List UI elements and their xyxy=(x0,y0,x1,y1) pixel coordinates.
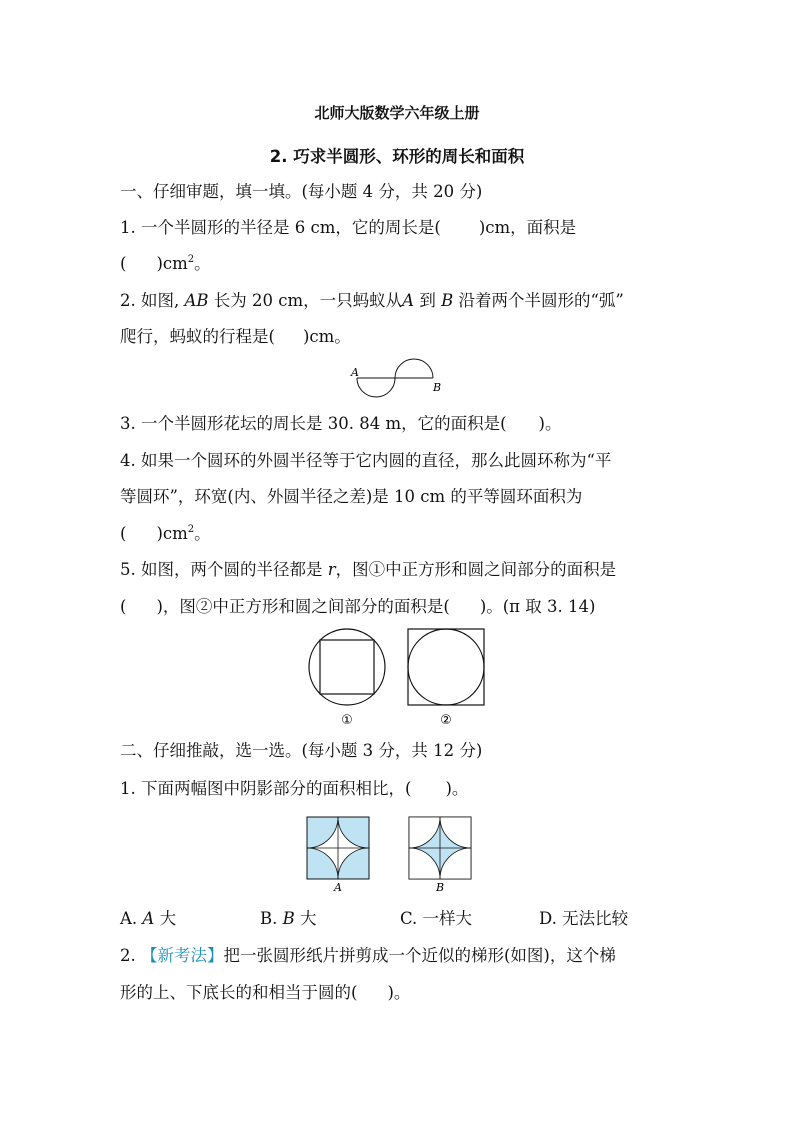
q2-line2-b: )cm。 xyxy=(302,327,351,346)
q1-text-c: ( xyxy=(120,254,127,273)
p2q1-text-a: 1. 下面两幅图中阴影部分的面积相比，( xyxy=(120,779,412,798)
q5-line1 xyxy=(120,562,616,579)
fig-b-outer-square xyxy=(409,817,471,879)
p2q2-line2-b: )。 xyxy=(387,983,411,1002)
q2-line2 xyxy=(120,329,351,346)
p2q2-text-b: 把一张圆形纸片拼剪成一个近似的梯形(如图)，这个梯 xyxy=(223,946,616,965)
q2-lower-semicircle xyxy=(357,378,395,397)
q1-line1 xyxy=(120,220,576,237)
fig-b-corner-tr xyxy=(440,817,471,848)
p2q2-line2-a: 形的上、下底长的和相当于圆的( xyxy=(120,983,358,1002)
q5-fig2-label: ② xyxy=(440,713,452,728)
q5-figure-2 xyxy=(408,629,484,705)
q2-fig-label-b: B xyxy=(433,381,442,394)
q3-line xyxy=(120,416,561,433)
option-a-text: 大 xyxy=(154,909,177,928)
q5-text-a: 5. 如图，两个圆的半径都是 xyxy=(120,560,328,579)
part1-heading: 一、仔细审题，填一填。(每小题 4 分，共 20 分) xyxy=(120,182,483,201)
q5-fig2-circle xyxy=(408,629,484,705)
q5-var-r: r xyxy=(327,560,336,579)
option-a-var: A xyxy=(142,909,155,928)
q3-text-b: )。 xyxy=(538,414,562,433)
q1-text-d: )cm xyxy=(156,254,188,273)
q1-text-e: 。 xyxy=(194,254,211,273)
fig-b-corner-bl xyxy=(409,848,440,879)
q5-fig1-label: ① xyxy=(341,713,353,728)
fig-b-corner-tl xyxy=(409,817,440,848)
q3-text-a: 3. 一个半圆形花坛的周长是 30. 84 m，它的面积是( xyxy=(120,414,507,433)
option-a-prefix: A. xyxy=(120,909,143,928)
option-b[interactable] xyxy=(260,911,317,928)
option-b-var: B xyxy=(282,909,295,928)
q1-text-b: )cm，面积是 xyxy=(478,218,577,237)
q5-text-d: )，图②中正方形和圆之间部分的面积是( xyxy=(156,597,450,616)
q1-text-a: 1. 一个半圆形的半径是 6 cm，它的周长是( xyxy=(120,218,441,237)
part2-heading: 二、仔细推敲，选一选。(每小题 3 分，共 12 分) xyxy=(120,741,483,760)
option-b-text: 大 xyxy=(294,909,317,928)
fig-a-outer-square xyxy=(307,817,369,879)
fig-a-shade-bl xyxy=(307,848,338,879)
p2q1-line xyxy=(120,781,468,798)
q5-fig1-square xyxy=(320,640,374,694)
q5-figure-1 xyxy=(309,629,385,705)
q4-text-e: 。 xyxy=(194,524,211,543)
option-d[interactable]: D. 无法比较 xyxy=(539,909,629,928)
q1-line2 xyxy=(120,256,211,273)
option-c[interactable]: C. 一样大 xyxy=(400,909,473,928)
q4-sup: 2 xyxy=(187,524,195,535)
p2q2-line1 xyxy=(120,948,616,965)
q5-text-c: ( xyxy=(120,597,127,616)
q4-text-c: ( xyxy=(120,524,127,543)
q4-line1: 4. 如果一个圆环的外圆半径等于它内圆的直径，那么此圆环称为“平 xyxy=(120,451,612,470)
p2q1-text-b: )。 xyxy=(445,779,469,798)
q1-sup: 2 xyxy=(187,254,195,265)
fig-a-shade-br xyxy=(338,848,369,879)
p2q1-figure-a xyxy=(307,817,369,879)
q4-line3 xyxy=(120,526,211,543)
q4-text-d: )cm xyxy=(156,524,188,543)
fig-a-shade-tr xyxy=(338,817,369,848)
q2-var-ab: AB xyxy=(184,291,209,310)
section-title: 2. 巧求半圆形、环形的周长和面积 xyxy=(269,147,525,166)
q5-line2 xyxy=(120,599,595,616)
q2-text-d: 沿着两个半圆形的“弧” xyxy=(453,291,624,310)
q2-upper-semicircle xyxy=(395,359,433,378)
option-a[interactable] xyxy=(120,911,176,928)
q2-fig-label-a: A xyxy=(351,366,359,379)
fig-b-label: B xyxy=(435,881,445,894)
fig-a-label: A xyxy=(334,881,342,894)
q5-text-e: )。(π 取 3. 14) xyxy=(479,597,596,616)
q5-text-b: ，图①中正方形和圆之间部分的面积是 xyxy=(335,560,617,579)
fig-a-shade-tl xyxy=(307,817,338,848)
option-b-prefix: B. xyxy=(260,909,283,928)
q2-text-a: 2. 如图, xyxy=(120,291,185,310)
p2q1-figure-b xyxy=(409,817,471,879)
q2-line2-a: 爬行，蚂蚁的行程是( xyxy=(120,327,275,346)
q4-line2: 等圆环”，环宽(内、外圆半径之差)是 10 cm 的平等圆环面积为 xyxy=(120,487,583,506)
book-title: 北师大版数学六年级上册 xyxy=(314,104,480,122)
p2q2-line2 xyxy=(120,985,410,1002)
q2-var-b: B xyxy=(441,291,454,310)
q2-var-a: A xyxy=(402,291,415,310)
p2q2-text-a: 2. xyxy=(120,946,141,965)
q2-text-c: 到 xyxy=(414,291,442,310)
fig-b-corner-br xyxy=(440,848,471,879)
q5-fig1-circle xyxy=(309,629,385,705)
q5-fig2-square xyxy=(408,629,484,705)
q2-line1 xyxy=(120,293,624,310)
q2-text-b: 长为 20 cm，一只蚂蚁从 xyxy=(208,291,403,310)
new-exam-method-tag: 【新考法】 xyxy=(141,946,224,965)
